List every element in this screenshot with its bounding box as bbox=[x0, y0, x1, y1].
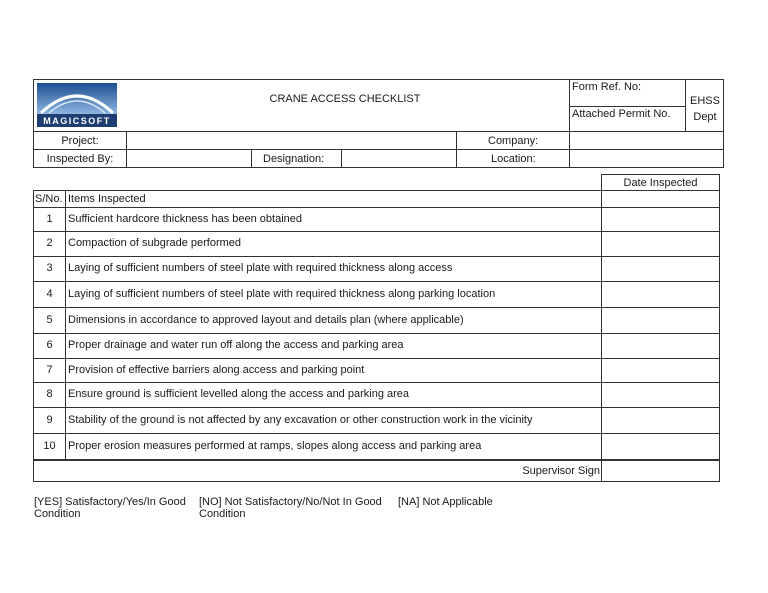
row-date-cell[interactable] bbox=[601, 407, 720, 434]
row-number: 7 bbox=[46, 364, 53, 376]
legend-no-line2: Condition bbox=[199, 508, 246, 520]
supervisor-sign-label-cell bbox=[33, 459, 602, 482]
company-value-cell[interactable] bbox=[569, 131, 724, 150]
row-item-text: Compaction of subgrade performed bbox=[68, 237, 242, 249]
dept-label-line2: Dept bbox=[693, 111, 717, 123]
company-label: Company: bbox=[488, 135, 539, 147]
form-title: CRANE ACCESS CHECKLIST bbox=[269, 93, 421, 105]
row-date-cell[interactable] bbox=[601, 382, 720, 408]
logo-text: MAGICSOFT bbox=[43, 116, 111, 126]
row-item-text: Laying of sufficient numbers of steel plate with required thickness along parking location bbox=[68, 288, 496, 300]
row-date-cell[interactable] bbox=[601, 333, 720, 359]
row-number: 2 bbox=[46, 237, 53, 249]
row-item-text: Laying of sufficient numbers of steel plate with required thickness along access bbox=[68, 262, 453, 274]
form-ref-label: Form Ref. No: bbox=[572, 81, 642, 93]
row-number: 9 bbox=[46, 414, 53, 426]
legend-yes-line1: [YES] Satisfactory/Yes/In Good bbox=[34, 496, 186, 508]
legend-yes-line2: Condition bbox=[34, 508, 81, 520]
row-item-text: Proper erosion measures performed at ramps, slopes along access and parking area bbox=[68, 440, 482, 452]
row-item-text: Dimensions in accordance to approved layout and details plan (where applicable) bbox=[68, 314, 464, 326]
row-item-text: Sufficient hardcore thickness has been obtained bbox=[68, 213, 303, 225]
row-date-cell[interactable] bbox=[601, 281, 720, 308]
inspected-by-value-cell[interactable] bbox=[126, 149, 252, 168]
row-item-text: Provision of effective barriers along access and parking point bbox=[68, 364, 365, 376]
row-number: 5 bbox=[46, 314, 53, 326]
row-item-text: Ensure ground is sufficient levelled along the access and parking area bbox=[68, 388, 410, 400]
project-value-cell[interactable] bbox=[126, 131, 457, 150]
sno-header: S/No. bbox=[35, 193, 63, 205]
legend-no-line1: [NO] Not Satisfactory/No/Not In Good bbox=[199, 496, 382, 508]
date-header-blank-cell bbox=[601, 190, 720, 208]
row-number: 4 bbox=[46, 288, 53, 300]
row-date-cell[interactable] bbox=[601, 256, 720, 282]
items-header: Items Inspected bbox=[68, 193, 146, 205]
row-number: 10 bbox=[43, 440, 56, 452]
row-item-text: Stability of the ground is not affected by any excavation or other construction work in the vicinity bbox=[68, 414, 533, 426]
inspected-by-label: Inspected By: bbox=[46, 153, 114, 165]
row-date-cell[interactable] bbox=[601, 207, 720, 232]
row-date-cell[interactable] bbox=[601, 358, 720, 383]
location-label: Location: bbox=[491, 153, 536, 165]
row-date-cell[interactable] bbox=[601, 433, 720, 461]
date-inspected-label: Date Inspected bbox=[623, 177, 698, 189]
row-number: 8 bbox=[46, 388, 53, 400]
row-number: 6 bbox=[46, 339, 53, 351]
supervisor-sign-cell[interactable] bbox=[601, 459, 720, 482]
legend-na: [NA] Not Applicable bbox=[398, 496, 493, 508]
row-number: 3 bbox=[46, 262, 53, 274]
project-label: Project: bbox=[61, 135, 99, 147]
magicsoft-logo bbox=[37, 83, 117, 127]
row-date-cell[interactable] bbox=[601, 231, 720, 257]
row-number: 1 bbox=[46, 213, 53, 225]
attached-permit-label: Attached Permit No. bbox=[572, 108, 671, 120]
row-date-cell[interactable] bbox=[601, 307, 720, 334]
location-value-cell[interactable] bbox=[569, 149, 724, 168]
designation-value-cell[interactable] bbox=[341, 149, 457, 168]
designation-label: Designation: bbox=[263, 153, 325, 165]
dept-label-line1: EHSS bbox=[690, 95, 720, 107]
row-item-text: Proper drainage and water run off along the access and parking area bbox=[68, 339, 404, 351]
supervisor-sign-label: Supervisor Sign bbox=[522, 465, 600, 477]
